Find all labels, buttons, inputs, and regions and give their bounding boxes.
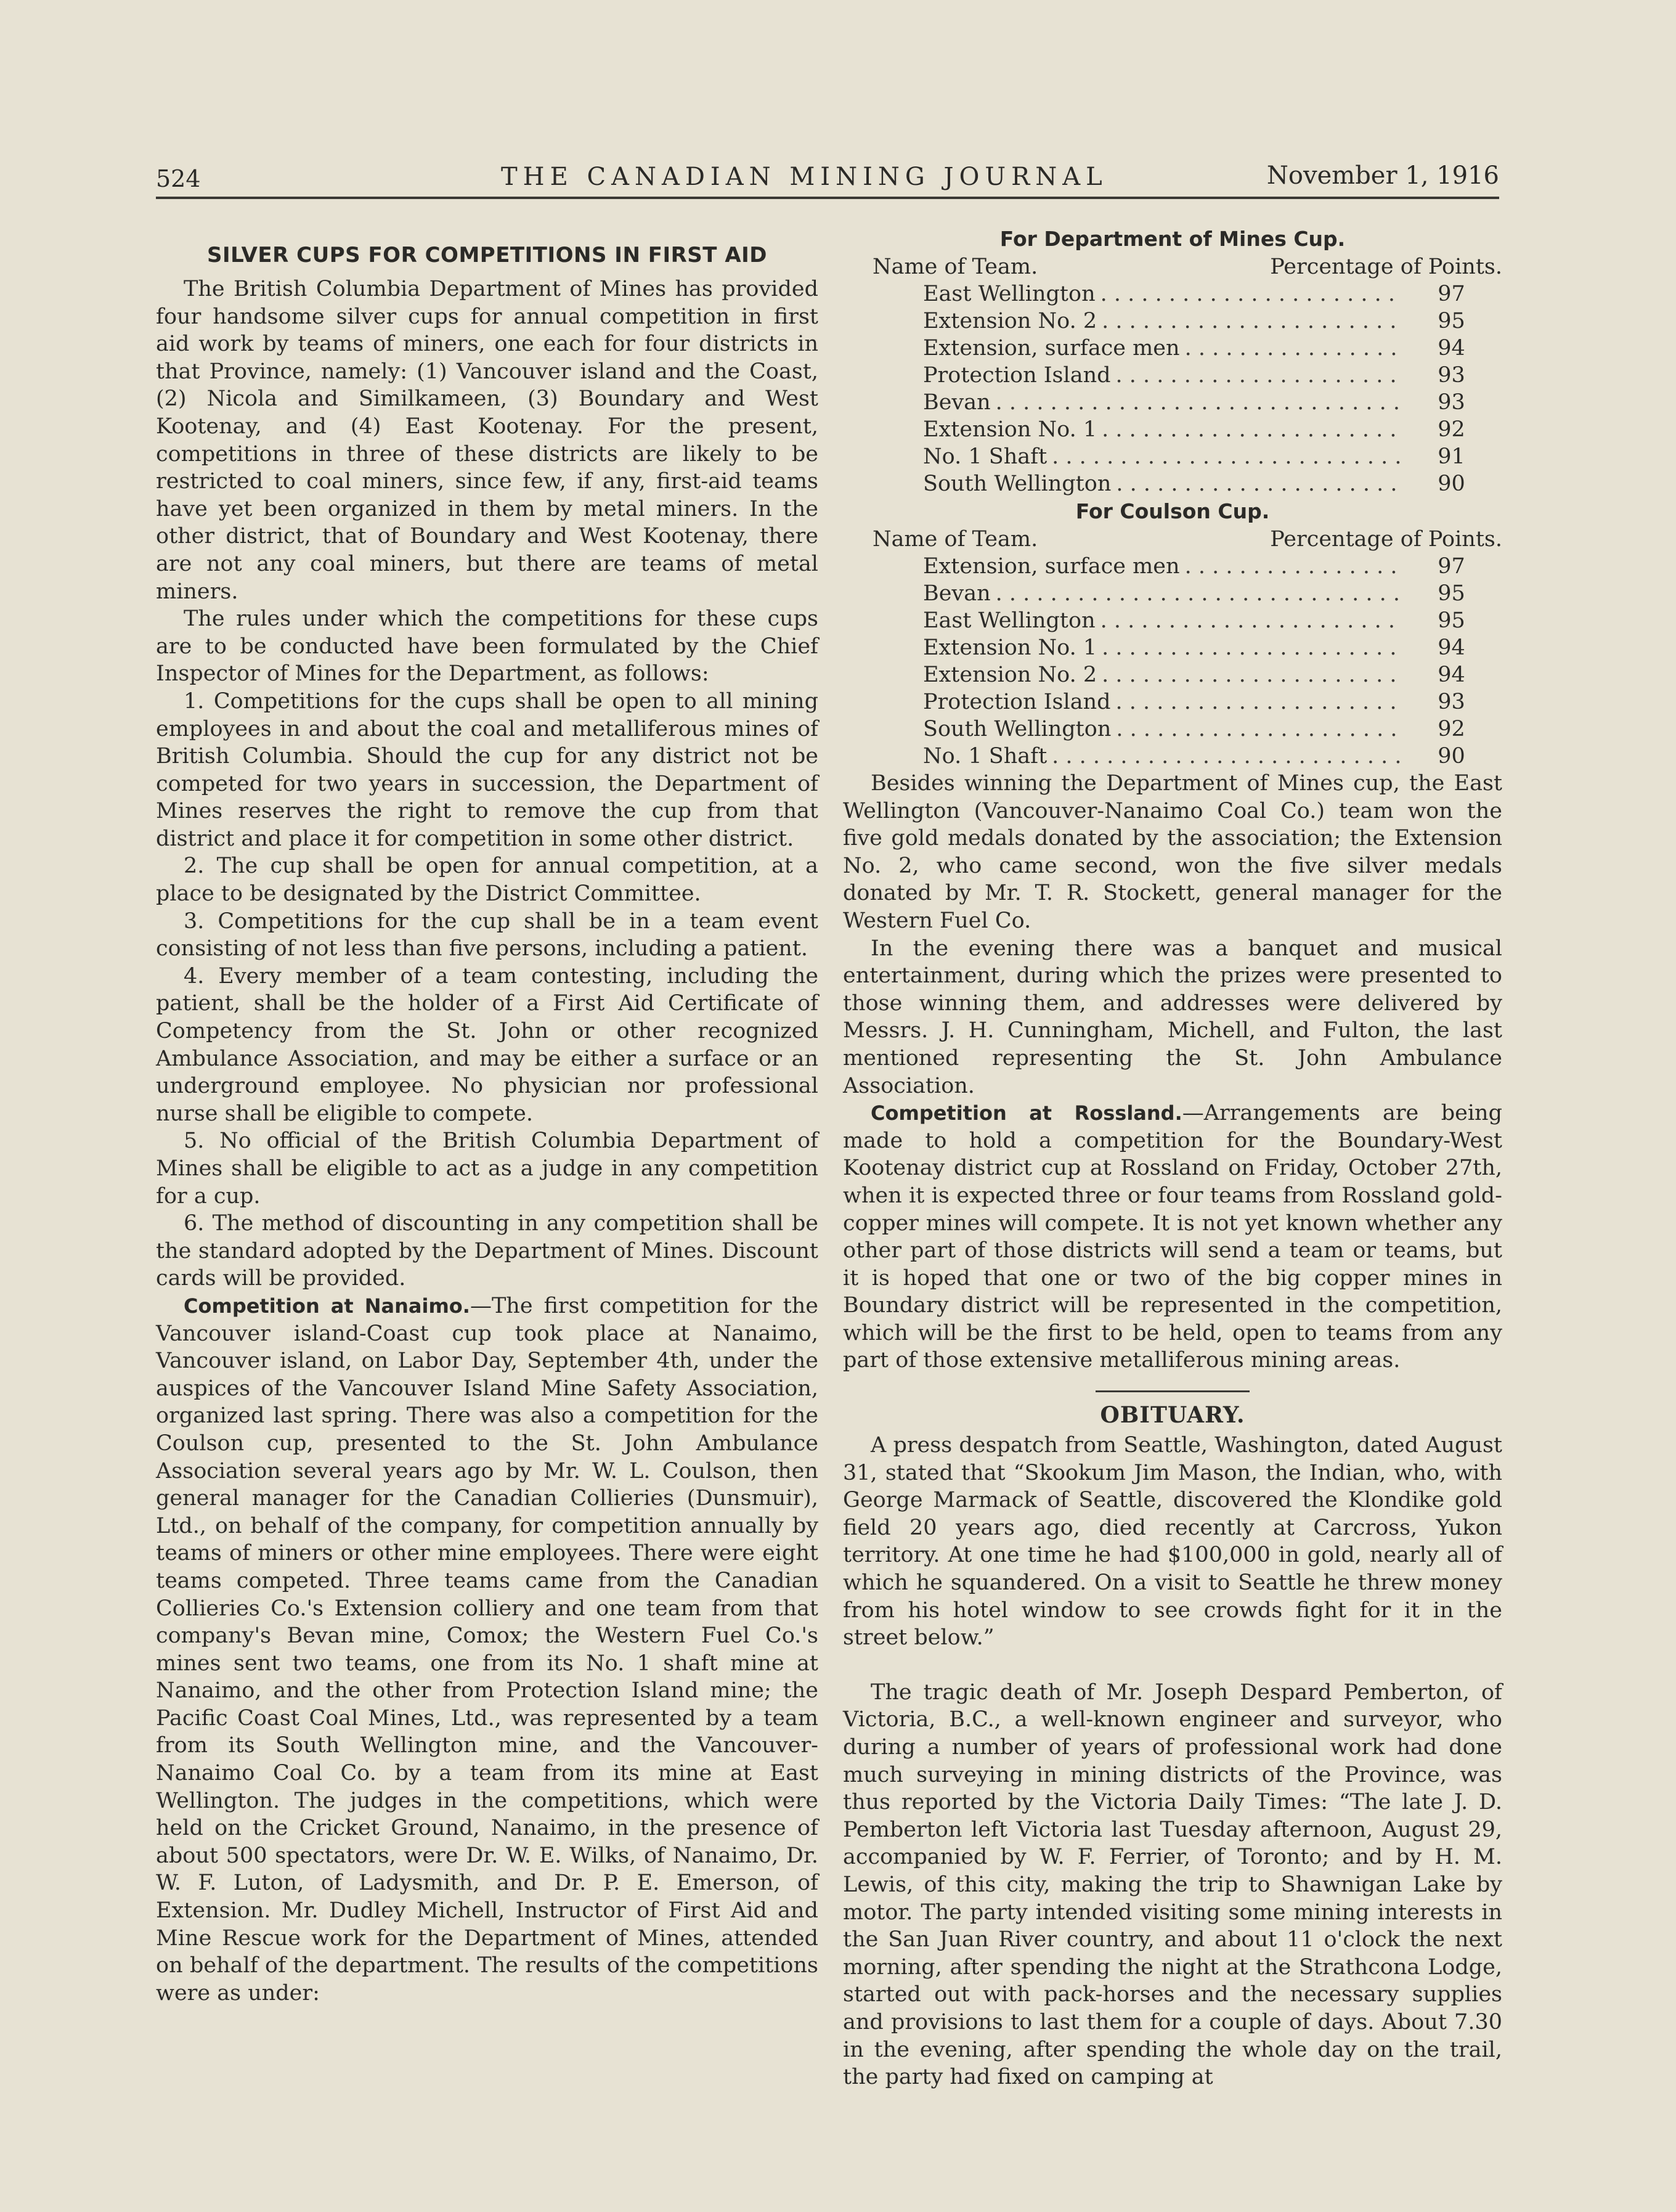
rule-1: 1. Competitions for the cups shall be open to all mining employees in and about the coal and metalliferous mines of British Columbia. Should the cup for any district not be competed for two years in succession, the Department of Mines reserves the right to remove the cup from that district and place it for competition in some other district. bbox=[156, 688, 818, 851]
col-name-header: Name of Team. bbox=[873, 527, 1038, 552]
team-name: Protection Island bbox=[923, 690, 1111, 714]
team-name: Extension No. 2 bbox=[923, 309, 1097, 333]
leader-dots bbox=[1116, 716, 1401, 743]
table-row bbox=[843, 389, 1502, 416]
team-pct: 90 bbox=[1438, 744, 1465, 769]
table-row bbox=[843, 335, 1502, 362]
nanaimo-text: —The first competition for the Vancouver island-Coast cup took place at Nanaimo, Vancouver island, on Labor Day, September 4th, under the auspices of the Vancouver Island Mine Safety Association, organized last spring. There was also a competition for the Coulson cup, presented to the St. John Ambulance Association several years ago by Mr. W. L. Coulson, then general manager for the Canadian Collieries (Dunsmuir), Ltd., on behalf of the company, for competition annually by teams of miners or other mine employees. There were eight teams competed. Three teams came from the Canadian Collieries Co.'s Extension colliery and one team from that company's Bevan mine, Comox; the Western Fuel Co.'s mines sent two teams, one from its No. 1 shaft mine at Nanaimo, and the other from Protection Island mine; the Pacific Coast Coal Mines, Ltd., was represented by a team from its South Wellington mine, and the Vancouver-Nanaimo Coal Co. by a team from its mine at East Wellington. The judges in the competitions, which were held on the Cricket Ground, Nanaimo, in the presence of about 500 spectators, were Dr. W. E. Wilks, of Nanaimo, Dr. W. F. Luton, of Ladysmith, and Dr. P. E. Emerson, of Extension. Mr. Dudley Michell, Instructor of First Aid and Mine Rescue work for the Department of Mines, attended on behalf of the department. The results of the competitions were as under: bbox=[156, 1293, 819, 2006]
besides-paragraph: Besides winning the Department of Mines cup, the East Wellington (Vancouver-Nanaimo Coal Co.) team won the five gold medals donated by the association; the Extension No. 2, who came second, won the five silver medals donated by Mr. T. R. Stockett, general manager for the Western Fuel Co. bbox=[843, 771, 1502, 933]
table-row bbox=[843, 553, 1502, 580]
rossland-subheading: Competition at Rossland. bbox=[871, 1101, 1182, 1125]
header-rule bbox=[156, 197, 1499, 199]
team-pct: 92 bbox=[1438, 717, 1465, 741]
team-pct: 95 bbox=[1438, 309, 1465, 333]
col-name-header: Name of Team. bbox=[873, 255, 1038, 279]
team-name: Extension No. 2 bbox=[923, 663, 1097, 687]
rule-5: 5. No official of the British Columbia Department of Mines shall be eligible to act as a judge in any competition for a cup. bbox=[156, 1128, 818, 1209]
team-name: Bevan bbox=[923, 581, 991, 606]
table-row bbox=[843, 743, 1502, 770]
leader-dots bbox=[996, 389, 1401, 416]
rossland-paragraph bbox=[843, 1100, 1502, 1374]
table-title: For Coulson Cup. bbox=[1075, 499, 1270, 523]
article-headline: SILVER CUPS FOR COMPETITIONS IN FIRST AID bbox=[206, 243, 768, 267]
paragraph-gap bbox=[843, 1652, 1502, 1679]
table-row bbox=[843, 308, 1502, 335]
table-row bbox=[843, 634, 1502, 661]
leader-dots bbox=[1052, 743, 1401, 770]
table-row bbox=[843, 607, 1502, 634]
team-name: Extension No. 1 bbox=[923, 635, 1097, 660]
leader-dots bbox=[1185, 335, 1401, 362]
team-pct: 95 bbox=[1438, 581, 1465, 606]
team-name: Extension, surface men bbox=[923, 554, 1180, 579]
team-name: Protection Island bbox=[923, 363, 1111, 388]
team-name: Bevan bbox=[923, 390, 991, 415]
section-divider bbox=[1096, 1390, 1250, 1392]
team-pct: 91 bbox=[1438, 444, 1465, 469]
rule-3: 3. Competitions for the cup shall be in a team event consisting of not less than five persons, including a patient. bbox=[156, 908, 818, 961]
team-pct: 93 bbox=[1438, 690, 1465, 714]
leader-dots bbox=[1102, 416, 1401, 443]
table-header bbox=[843, 253, 1502, 280]
leader-dots bbox=[996, 580, 1401, 607]
team-pct: 90 bbox=[1438, 471, 1465, 496]
leader-dots bbox=[1100, 607, 1401, 634]
results-table-coulson-cup bbox=[843, 497, 1502, 770]
obituary-paragraph-2: The tragic death of Mr. Joseph Despard Pemberton, of Victoria, B.C., a well-known engineer and surveyor, who during a number of years of professional work had done much surveying in mining districts of the Province, was thus reported by the Victoria Daily Times: “The late J. D. Pemberton left Victoria last Tuesday afternoon, August 29, accompanied by W. F. Ferrier, of Toronto; and by H. M. Lewis, of this city, making the trip to Shawnigan Lake by motor. The party intended visiting some mining interests in the San Juan River country, and about 11 o'clock the next morning, after spending the night at the Strathcona Lodge, started out with pack-horses and the necessary supplies and provisions to last them for a couple of days. About 7.30 in the evening, after spending the whole day on the trail, the party had fixed on camping at bbox=[843, 1679, 1502, 2090]
leader-dots bbox=[1102, 661, 1401, 688]
team-name: No. 1 Shaft bbox=[923, 444, 1048, 469]
nanaimo-paragraph bbox=[156, 1292, 818, 2007]
table-row bbox=[843, 416, 1502, 443]
leader-dots bbox=[1185, 553, 1401, 580]
team-pct: 95 bbox=[1438, 608, 1465, 633]
team-pct: 97 bbox=[1438, 554, 1465, 579]
nanaimo-subheading: Competition at Nanaimo. bbox=[184, 1294, 470, 1318]
rossland-text: —Arrangements are being made to hold a competition for the Boundary-West Kootenay district cup at Rossland on Friday, October 27th, when it is expected three or four teams from Rossland gold-copper mines will compete. It is not yet known whether any other part of those districts will send a team or teams, but it is hoped that one or two of the big copper mines in Boundary district will be represented in the competition, which will be the first to be held, open to teams from any part of those extensive metalliferous mining areas. bbox=[843, 1101, 1502, 1373]
table-row bbox=[843, 280, 1502, 308]
rules-intro: The rules under which the competitions for these cups are to be conducted have been formulated by the Chief Inspector of Mines for the Department, as follows: bbox=[156, 606, 818, 687]
table-row bbox=[843, 716, 1502, 743]
leader-dots bbox=[1116, 362, 1401, 389]
team-name: East Wellington bbox=[923, 282, 1096, 306]
team-pct: 94 bbox=[1438, 635, 1465, 660]
team-pct: 94 bbox=[1438, 336, 1465, 361]
leader-dots bbox=[1100, 280, 1401, 308]
team-name: Extension, surface men bbox=[923, 336, 1180, 361]
page-header bbox=[156, 159, 1499, 202]
left-column bbox=[156, 225, 818, 2007]
table-row bbox=[843, 580, 1502, 607]
leader-dots bbox=[1052, 443, 1401, 470]
team-pct: 93 bbox=[1438, 363, 1465, 388]
results-table-mines-cup bbox=[843, 225, 1502, 497]
right-column bbox=[843, 225, 1502, 2091]
leader-dots bbox=[1116, 688, 1401, 716]
table-row bbox=[843, 688, 1502, 716]
team-name: South Wellington bbox=[923, 471, 1112, 496]
table-row bbox=[843, 443, 1502, 470]
evening-paragraph: In the evening there was a banquet and musical entertainment, during which the prizes were presented to those winning them, and addresses were delivered by Messrs. J. H. Cunningham, Michell, and Fulton, the last mentioned representing the St. John Ambulance Association. bbox=[843, 936, 1502, 1098]
rule-2: 2. The cup shall be open for annual competition, at a place to be designated by the District Committee. bbox=[156, 854, 818, 907]
page-number: 524 bbox=[156, 165, 201, 192]
table-title: For Department of Mines Cup. bbox=[999, 227, 1346, 251]
issue-date: November 1, 1916 bbox=[1266, 161, 1499, 190]
journal-title: THE CANADIAN MINING JOURNAL bbox=[501, 163, 1108, 191]
team-pct: 93 bbox=[1438, 390, 1465, 415]
team-pct: 92 bbox=[1438, 417, 1465, 442]
leader-dots bbox=[1102, 634, 1401, 661]
col-pct-header: Percentage of Points. bbox=[1270, 255, 1502, 279]
team-name: No. 1 Shaft bbox=[923, 744, 1048, 769]
team-pct: 94 bbox=[1438, 663, 1465, 687]
table-header bbox=[843, 526, 1502, 553]
col-pct-header: Percentage of Points. bbox=[1270, 527, 1502, 552]
rule-6: 6. The method of discounting in any competition shall be the standard adopted by the Department of Mines. Discount cards will be provided. bbox=[156, 1211, 818, 1291]
team-name: Extension No. 1 bbox=[923, 417, 1097, 442]
table-row bbox=[843, 470, 1502, 497]
table-row bbox=[843, 362, 1502, 389]
leader-dots bbox=[1116, 470, 1401, 497]
team-pct: 97 bbox=[1438, 282, 1465, 306]
obituary-heading: OBITUARY. bbox=[1100, 1402, 1245, 1429]
obituary-paragraph-1: A press despatch from Seattle, Washington, dated August 31, stated that “Skookum Jim Mason, the Indian, who, with George Marmack of Seattle, discovered the Klondike gold field 20 years ago, died recently at Carcross, Yukon territory. At one time he had $100,000 in gold, nearly all of which he squandered. On a visit to Seattle he threw money from his hotel window to see crowds fight for it in the street below.” bbox=[843, 1433, 1502, 1651]
team-name: South Wellington bbox=[923, 717, 1112, 741]
table-row bbox=[843, 661, 1502, 688]
leader-dots bbox=[1102, 308, 1401, 335]
rule-4: 4. Every member of a team contesting, including the patient, shall be the holder of a First Aid Certificate of Competency from the St. John or other recognized Ambulance Association, and may be either a surface or an underground employee. No physician nor professional nurse shall be eligible to compete. bbox=[156, 963, 818, 1126]
team-name: East Wellington bbox=[923, 608, 1096, 633]
intro-paragraph: The British Columbia Department of Mines has provided four handsome silver cups for annual competition in first aid work by teams of miners, one each for four districts in that Province, namely: (1) Vancouver island and the Coast, (2) Nicola and Similkameen, (3) Boundary and West Kootenay, and (4) East Kootenay. For the present, competitions in three of these districts are likely to be restricted to coal miners, since few, if any, first-aid teams have yet been organized in them by metal miners. In the other district, that of Boundary and West Kootenay, there are not any coal miners, but there are teams of metal miners. bbox=[156, 277, 818, 604]
